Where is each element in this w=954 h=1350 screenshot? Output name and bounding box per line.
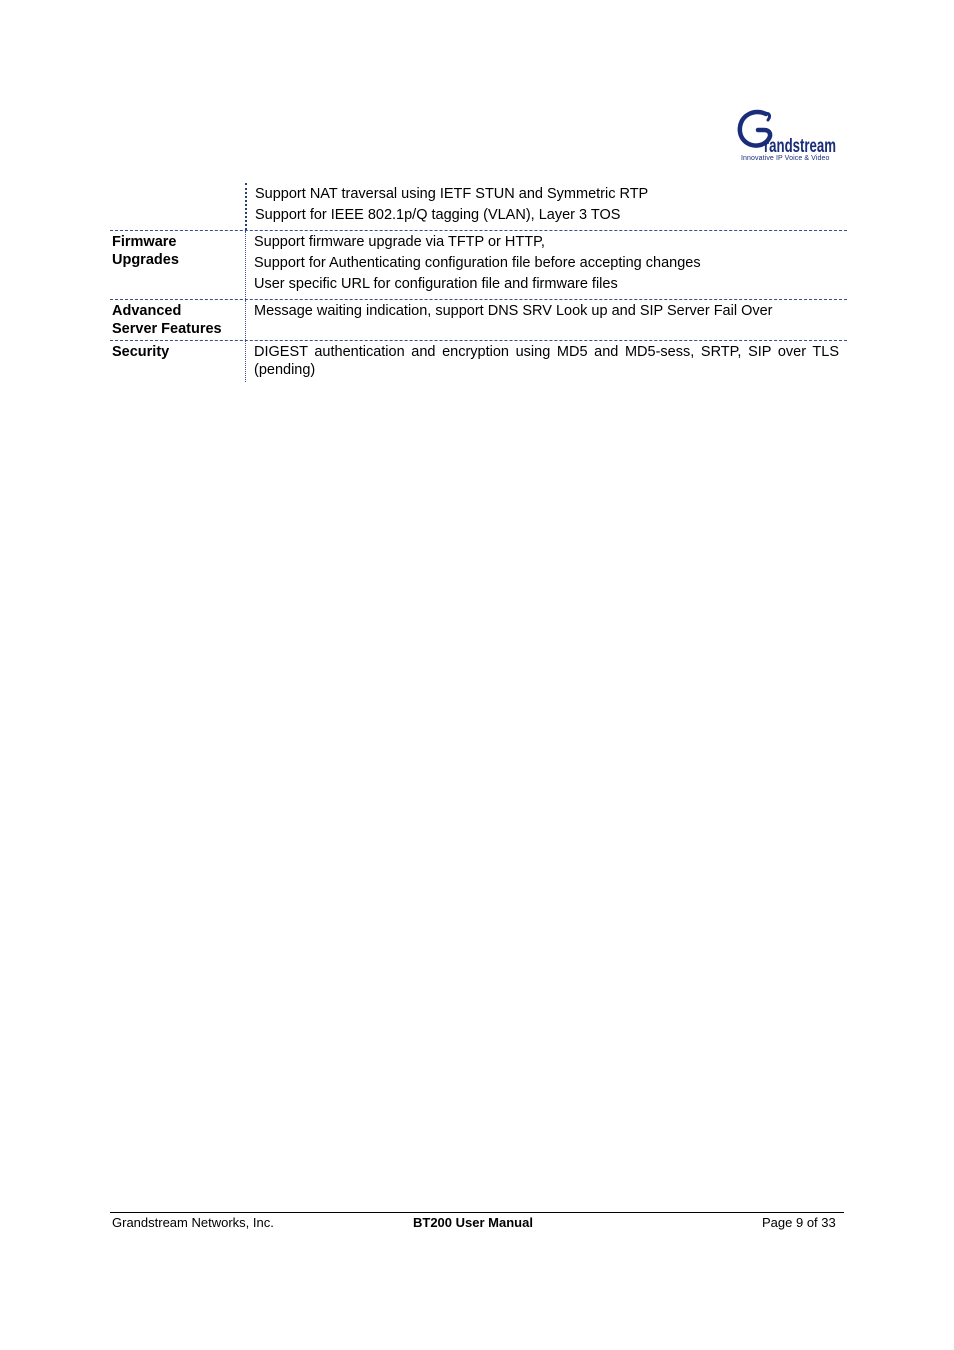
footer-rule bbox=[110, 1212, 844, 1213]
row-label bbox=[110, 300, 245, 340]
label-line: Advanced bbox=[112, 303, 182, 319]
row-label bbox=[110, 231, 245, 299]
value-line: Support for IEEE 802.1p/Q tagging (VLAN), Layer 3 TOS bbox=[255, 207, 621, 223]
table-row bbox=[110, 299, 847, 340]
spec-table bbox=[110, 183, 847, 382]
table-row bbox=[110, 340, 847, 382]
table-row bbox=[110, 230, 847, 299]
grandstream-logo-mark bbox=[736, 108, 840, 158]
table-row bbox=[110, 183, 847, 230]
value-line: Message waiting indication, support DNS SRV Look up and SIP Server Fail Over bbox=[254, 303, 773, 319]
footer-page-number: Page 9 of 33 bbox=[762, 1215, 836, 1230]
value-line: User specific URL for configuration file and firmware files bbox=[254, 276, 618, 292]
value-line: DIGEST authentication and encryption using MD5 and MD5-sess, SRTP, SIP over TLS (pending) bbox=[254, 344, 839, 378]
value-line: Support firmware upgrade via TFTP or HTTP, bbox=[254, 234, 545, 250]
row-label bbox=[110, 341, 245, 382]
value-line: Support NAT traversal using IETF STUN and Symmetric RTP bbox=[255, 186, 649, 202]
value-line: Support for Authenticating configuration file before accepting changes bbox=[254, 255, 701, 271]
svg-text:randstream: randstream bbox=[764, 136, 836, 157]
row-value bbox=[245, 183, 847, 230]
row-label bbox=[110, 183, 245, 230]
label-line: Upgrades bbox=[112, 252, 179, 268]
label-line: Security bbox=[112, 344, 170, 360]
label-line: Firmware bbox=[112, 234, 177, 250]
row-value bbox=[245, 231, 847, 299]
label-line: Server Features bbox=[112, 321, 222, 337]
footer-company: Grandstream Networks, Inc. bbox=[112, 1215, 274, 1230]
row-value bbox=[245, 300, 847, 340]
row-value bbox=[245, 341, 847, 382]
logo-tagline: Innovative IP Voice & Video bbox=[741, 155, 830, 162]
footer-title: BT200 User Manual bbox=[413, 1215, 533, 1230]
